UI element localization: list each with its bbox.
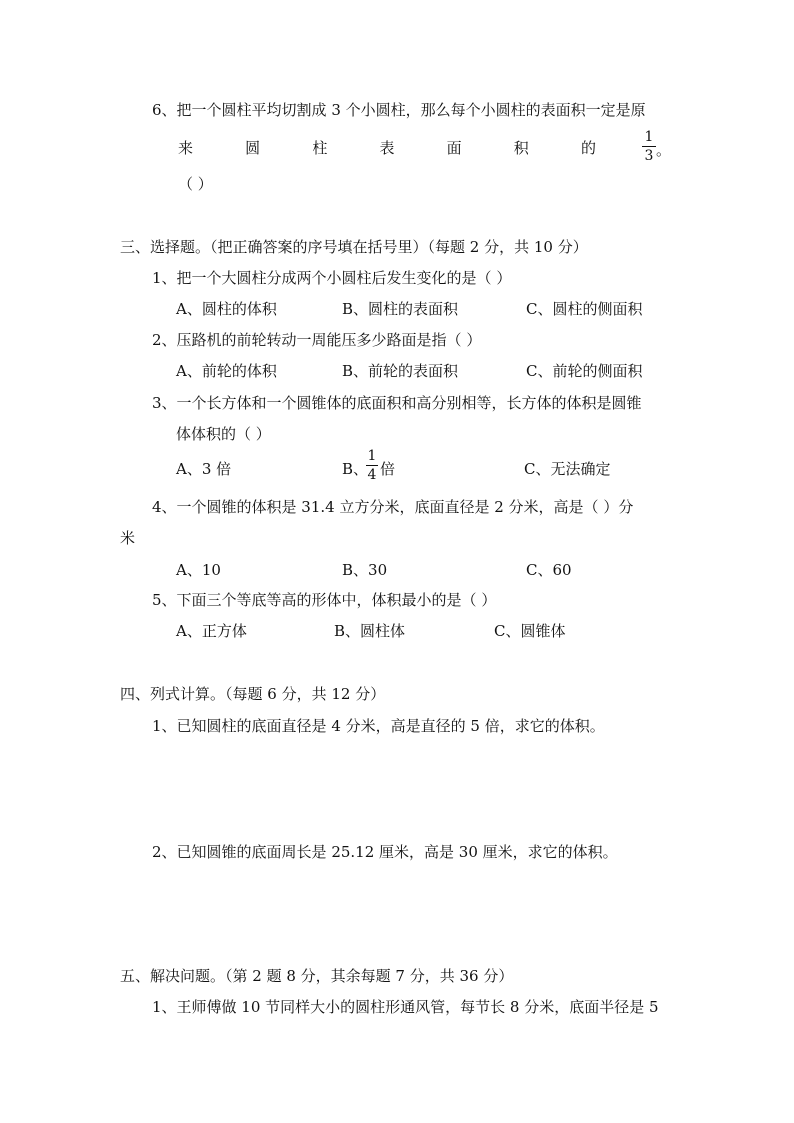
q6-period: 。 [656,141,672,159]
q6-char: 表 [379,139,395,157]
q6-spread-line [178,138,596,158]
s3-q5-option-b: B、圆柱体 [334,622,406,640]
q6-char: 柱 [312,139,328,157]
fraction-denominator: 4 [367,467,377,483]
q6-char: 积 [513,139,529,157]
s3-q2-option-c: C、前轮的侧面积 [526,362,643,380]
s5-q1-text: 1、王师傅做 10 节同样大小的圆柱形通风管，每节长 8 分米，底面半径是 5 [152,998,659,1016]
s3-q3-text: 3、一个长方体和一个圆锥体的底面积和高分别相等，长方体的体积是圆锥 [152,394,642,412]
q6-line1: 6、把一个圆柱平均切割成 3 个小圆柱，那么每个小圆柱的表面积一定是原 [152,101,646,119]
s3-q5-option-c: C、圆锥体 [494,622,566,640]
s4-q2-text: 2、已知圆锥的底面周长是 25.12 厘米，高是 30 厘米，求它的体积。 [152,843,618,861]
s3-q3-option-b-fraction [366,449,378,482]
s3-q4-option-b: B、30 [342,561,388,579]
s4-q1-text: 1、已知圆柱的底面直径是 4 分米，高是直径的 5 倍，求它的体积。 [152,717,605,735]
q6-char: 圆 [245,139,261,157]
s3-q1-option-b: B、圆柱的表面积 [342,300,459,318]
s3-q4-text-cont: 米 [120,529,136,547]
fraction-denominator: 3 [644,148,654,164]
fraction-numerator: 1 [367,448,377,464]
s3-q3-option-b-suffix: 倍 [380,460,396,478]
s3-q4-option-a: A、10 [176,561,221,579]
section4-heading: 四、列式计算。（每题 6 分，共 12 分） [120,685,386,703]
s3-q5-option-a: A、正方体 [176,622,247,640]
s3-q2-option-b: B、前轮的表面积 [342,362,459,380]
s3-q1-option-c: C、圆柱的侧面积 [526,300,643,318]
q6-fraction [642,130,656,163]
s3-q3-option-a: A、3 倍 [176,460,232,478]
s3-q4-text: 4、一个圆锥的体积是 31.4 立方分米，底面直径是 2 分米，高是（ ）分 [152,498,634,516]
s3-q4-option-c: C、60 [526,561,572,579]
s3-q1-text: 1、把一个大圆柱分成两个小圆柱后发生变化的是（ ） [152,269,512,287]
q6-char: 面 [446,139,462,157]
q6-answer-paren: （ ） [178,175,213,193]
s3-q5-text: 5、下面三个等底等高的形体中，体积最小的是（ ） [152,591,497,609]
section5-heading: 五、解决问题。（第 2 题 8 分，其余每题 7 分，共 36 分） [120,967,514,985]
fraction-numerator: 1 [644,129,654,145]
s3-q1-option-a: A、圆柱的体积 [176,300,277,318]
s3-q3-option-b-prefix: B、 [342,460,369,478]
s3-q2-option-a: A、前轮的体积 [176,362,277,380]
section3-heading: 三、选择题。（把正确答案的序号填在括号里）（每题 2 分，共 10 分） [120,238,588,256]
q6-char: 来 [178,139,194,157]
s3-q2-text: 2、压路机的前轮转动一周能压多少路面是指（ ） [152,331,482,349]
s3-q3-option-c: C、无法确定 [524,460,611,478]
s3-q3-text-cont: 体体积的（ ） [176,425,271,443]
q6-char: 的 [580,139,596,157]
